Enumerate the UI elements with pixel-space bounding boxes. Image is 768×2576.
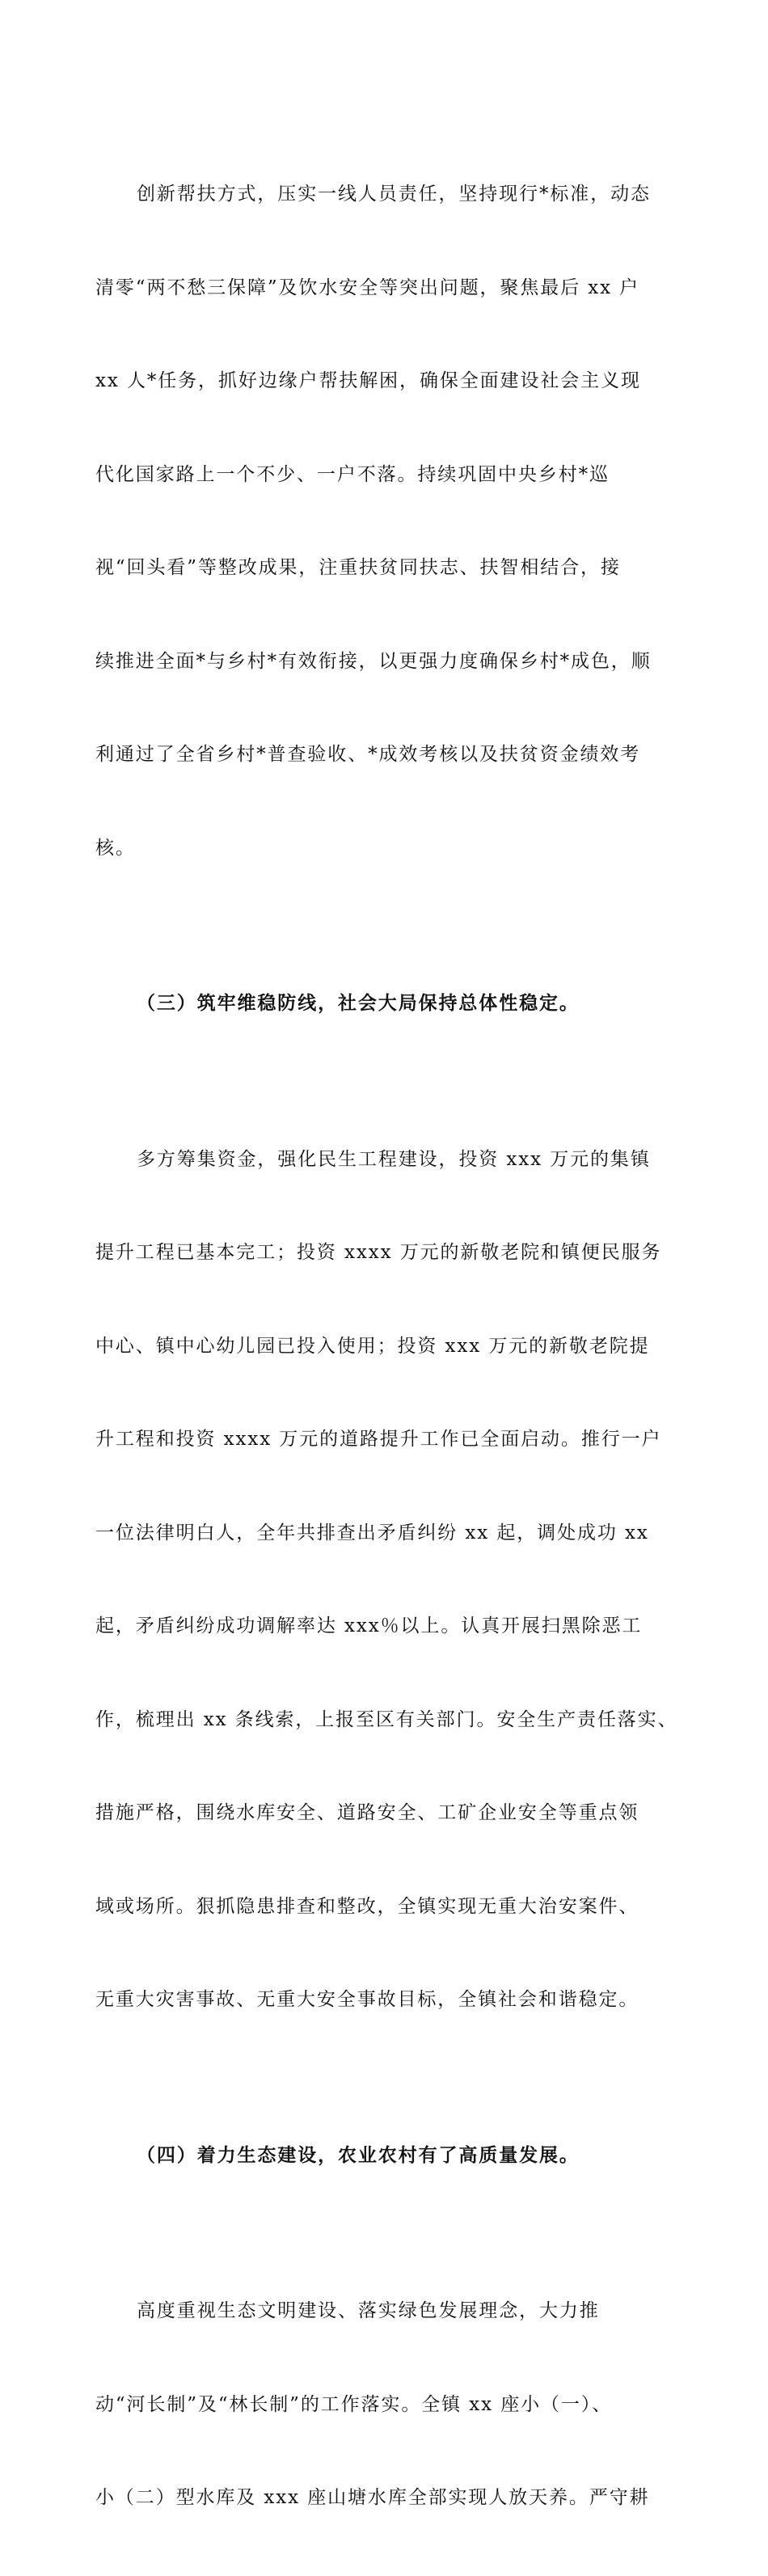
text-line: 核。	[95, 837, 136, 859]
text-line: 中心、镇中心幼儿园已投入使用；投资 xxx 万元的新敬老院提	[95, 1335, 650, 1357]
paragraph-stability	[95, 1082, 678, 2078]
text-line: 创新帮扶方式，压实一线人员责任，坚持现行*标准，动态	[137, 184, 651, 205]
text-line: 多方筹集资金，强化民生工程建设，投资 xxx 万元的集镇	[137, 1148, 651, 1170]
text-line: 动“河长制”及“林长制”的工作落实。全镇 xx 座小（一）、	[95, 2393, 613, 2415]
text-line: 作，梳理出 xx 条线索，上报至区有关部门。安全生产责任落实、	[95, 1708, 678, 1730]
text-line: 升工程和投资 xxxx 万元的道路提升工作已全面启动。推行一户	[95, 1429, 662, 1450]
text-line: 无重大灾害事故、无重大安全事故目标，全镇社会和谐稳定。	[95, 1989, 639, 2010]
text-line: xx 人*任务，抓好边缘户帮扶解困，确保全面建设社会主义现	[95, 370, 641, 391]
paragraph-poverty-assistance	[95, 116, 673, 926]
text-line: 域或场所。狠抓隐患排查和整改，全镇实现无重大治安案件、	[95, 1895, 639, 1917]
section-heading-4	[95, 2078, 673, 2234]
heading-text: （三）筑牢维稳防线，社会大局保持总体性稳定。	[137, 992, 580, 1014]
text-line: 措施严格，围绕水库安全、道路安全、工矿企业安全等重点领	[95, 1802, 639, 1823]
text-line: 提升工程已基本完工；投资 xxxx 万元的新敬老院和镇便民服务	[95, 1242, 662, 1263]
section-heading-3	[95, 926, 673, 1082]
text-line: 代化国家路上一个不少、一户不落。持续巩固中央乡村*巡	[95, 463, 610, 485]
text-line: 续推进全面*与乡村*有效衔接，以更强力度确保乡村*成色，顺	[95, 650, 652, 672]
page-body-text	[95, 116, 678, 2576]
text-line: 清零“两不愁三保障”及饮水安全等突出问题，聚焦最后 xx 户	[95, 277, 640, 298]
text-line: 起，矛盾纠纷成功调解率达 xxx％以上。认真开展扫黑除恶工	[95, 1615, 643, 1636]
heading-text: （四）着力生态建设，农业农村有了高质量发展。	[137, 2143, 580, 2166]
text-line: 视“回头看”等整改成果，注重扶贫同扶志、扶智相结合，接	[95, 557, 621, 578]
text-line: 高度重视生态文明建设、落实绿色发展理念，大力推	[137, 2300, 600, 2321]
paragraph-ecology	[95, 2233, 673, 2576]
text-line: 小（二）型水库及 xxx 座山塘水库全部实现人放天养。严守耕	[95, 2487, 650, 2508]
text-line: 利通过了全省乡村*普查验收、*成效考核以及扶贫资金绩效考	[95, 744, 641, 765]
text-line: 一位法律明白人，全年共排查出矛盾纠纷 xx 起，调处成功 xx	[95, 1522, 649, 1543]
